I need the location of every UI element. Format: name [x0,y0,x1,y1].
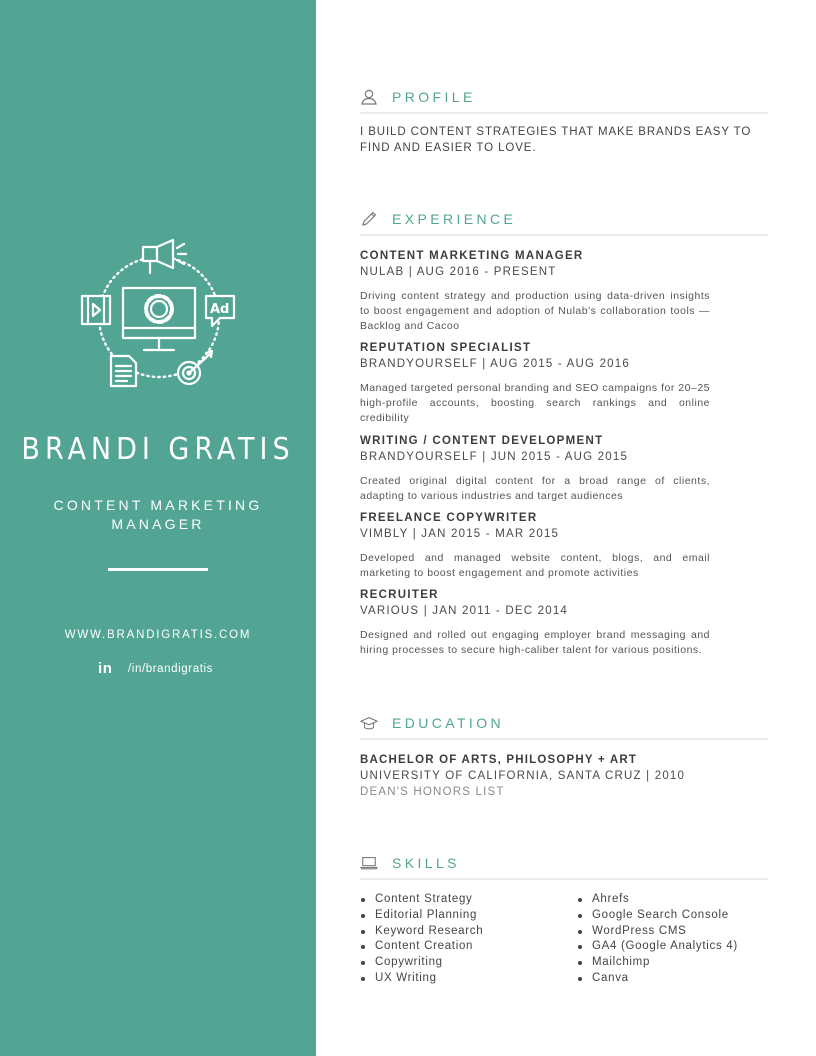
target-icon [178,351,212,384]
monitor-gear-icon [123,288,195,350]
job-description: Managed targeted personal branding and SEO campaigns for 20–25 high-profile accounts, boosting search rankings and online credibility [360,382,710,424]
website-link[interactable]: WWW.BRANDIGRATIS.COM [64,629,252,641]
job-meta: NULAB | AUG 2016 - PRESENT [360,266,557,278]
tools-list [577,892,738,987]
profile-header [360,88,768,114]
job-entry [360,587,710,658]
linkedin-link[interactable] [98,660,213,677]
list-item: Copywriting [360,955,483,971]
list-item: Ahrefs [577,892,738,908]
list-item: Content Strategy [360,892,483,908]
list-item: Canva [577,971,738,987]
list-item: UX Writing [360,971,483,987]
linkedin-icon: in [98,660,113,677]
svg-text:Ad: Ad [210,302,230,317]
list-item: Keyword Research [360,924,483,940]
list-item: Google Search Console [577,908,738,924]
skills-list [360,892,483,987]
job-description: Created original digital content for a broad range of clients, adapting to various industries and target audiences [360,475,710,502]
document-icon [111,356,136,386]
education-entry [360,752,768,800]
education-header [360,714,768,740]
list-item: Editorial Planning [360,908,483,924]
laptop-icon [360,854,378,872]
list-item: Mailchimp [577,955,738,971]
job-meta: VIMBLY | JAN 2015 - MAR 2015 [360,528,560,540]
skills-header [360,854,768,880]
job-title: WRITING / CONTENT DEVELOPMENT [360,435,604,447]
profile-text: I BUILD CONTENT STRATEGIES THAT MAKE BRANDS EASY TO FIND AND EASIER TO LOVE. [360,126,752,154]
megaphone-icon [143,240,186,273]
job-entry [360,340,710,425]
skills-heading: SKILLS [392,855,460,871]
job-description: Developed and managed website content, blogs, and email marketing to boost engagement and promote activities [360,552,710,579]
marketing-illustration [78,236,240,390]
profile-heading: PROFILE [392,89,476,105]
job-title: FREELANCE COPYWRITER [360,512,538,524]
experience-heading: EXPERIENCE [392,211,517,227]
job-meta: BRANDYOURSELF | AUG 2015 - AUG 2016 [360,358,630,370]
linkedin-handle: /in/brandigratis [128,662,214,675]
degree: BACHELOR OF ARTS, PHILOSOPHY + ART [360,754,638,766]
job-title: REPUTATION SPECIALIST [360,342,532,354]
job-meta: VARIOUS | JAN 2011 - DEC 2014 [360,605,569,617]
list-item: WordPress CMS [577,924,738,940]
experience-header [360,210,768,236]
pencil-icon [360,210,378,228]
ad-icon [206,296,234,326]
graduation-cap-icon [360,714,378,732]
job-description: Designed and rolled out engaging employer brand messaging and hiring processes to secure high-caliber talent for various positions. [360,629,710,656]
sidebar-divider [108,568,208,571]
honors: DEAN'S HONORS LIST [360,786,505,798]
job-title-tagline: CONTENT MARKETING MANAGER [53,497,263,532]
job-entry [360,248,710,333]
school: UNIVERSITY OF CALIFORNIA, SANTA CRUZ | 2010 [360,770,686,782]
job-entry [360,433,710,504]
user-icon [360,88,378,106]
person-name: BRANDI GRATIS [21,432,295,467]
job-meta: BRANDYOURSELF | JUN 2015 - AUG 2015 [360,451,629,463]
job-title: CONTENT MARKETING MANAGER [360,250,584,262]
education-heading: EDUCATION [392,715,505,731]
list-item: Content Creation [360,939,483,955]
job-description: Driving content strategy and production using data-driven insights to boost engagement and adoption of Nulab's collaboration tools — Backlog and Cacoo [360,290,710,332]
list-item: GA4 (Google Analytics 4) [577,939,738,955]
job-title: RECRUITER [360,589,439,601]
job-entry [360,510,710,581]
video-icon [82,296,110,324]
